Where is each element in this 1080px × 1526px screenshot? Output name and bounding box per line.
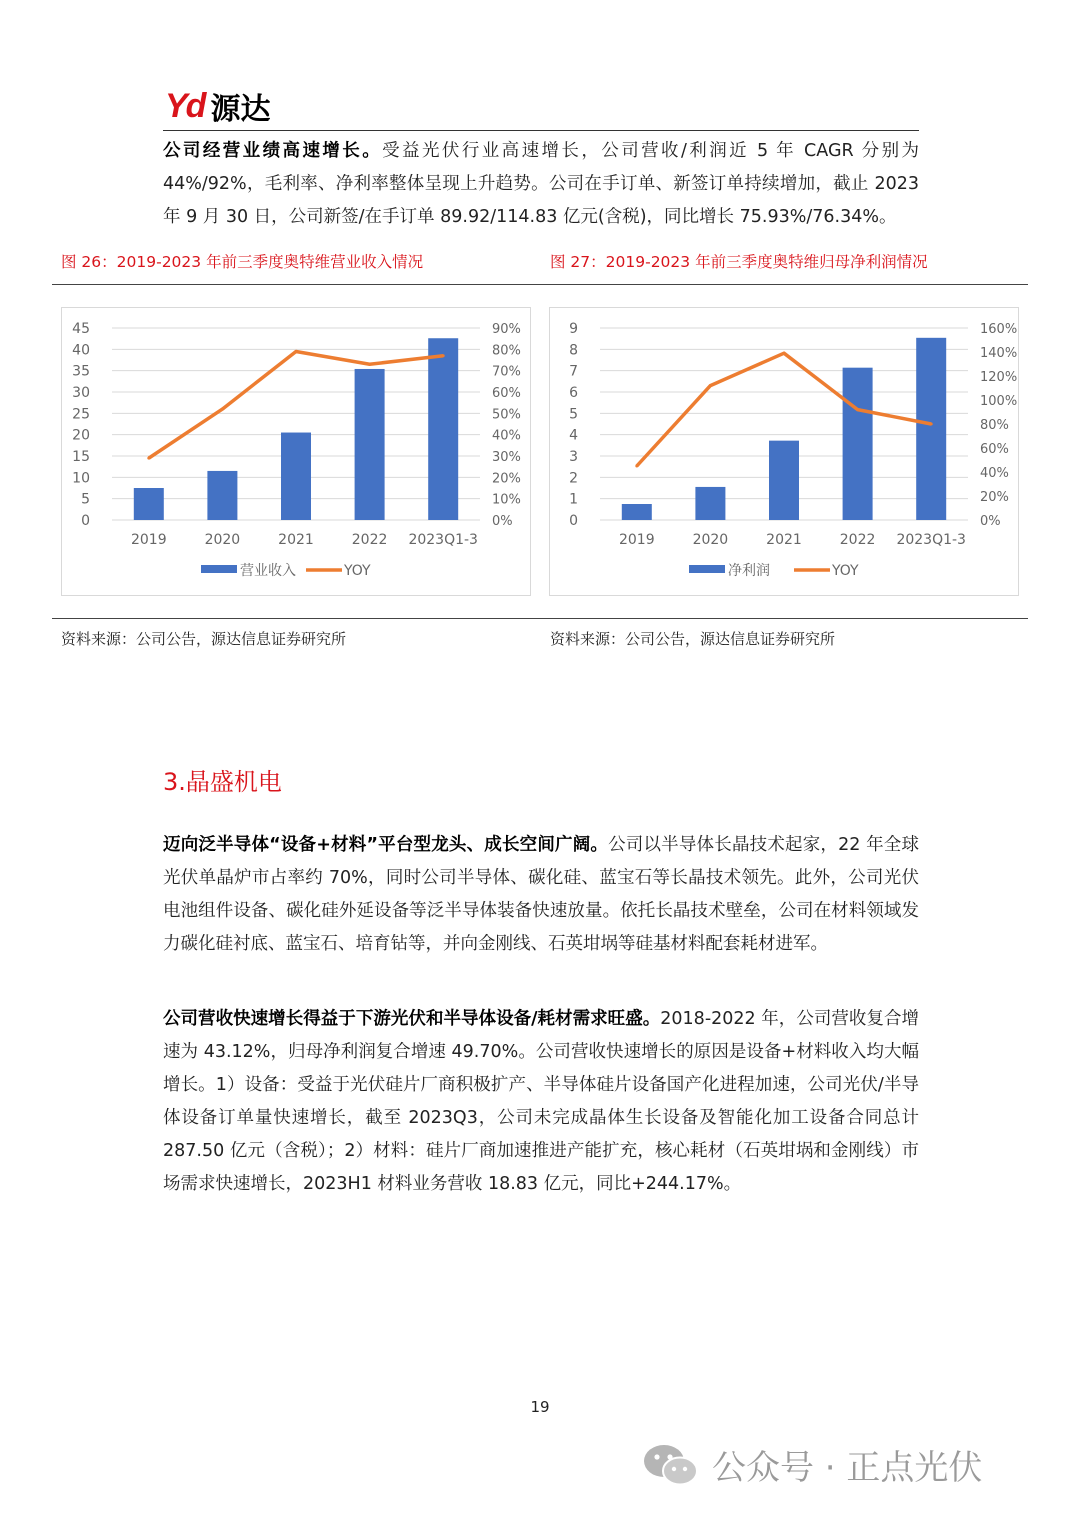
yoy-point [709,384,712,387]
legend-swatch-bar [689,565,725,573]
y2-tick-label: 0% [492,514,513,529]
x-tick-label: 2023Q1-3 [896,532,966,548]
y-tick-label: 3 [569,449,578,465]
wechat-icon [640,1442,700,1488]
y-tick-label: 8 [569,342,578,359]
y2-tick-label: 80% [492,343,521,359]
section-paragraph-2 [163,1003,919,1201]
revenue-chart-frame [61,307,531,596]
x-tick-label: 2019 [618,532,655,548]
y2-tick-label: 90% [492,322,521,337]
page-number: 19 [530,1398,550,1416]
bar [355,369,385,520]
section-p1-lead: 迈向泛半导体“设备+材料”平台型龙头、成长空间广阔。 [163,835,609,855]
watermark [640,1440,982,1489]
y-tick-label: 45 [72,321,90,337]
legend-label-line: YOY [344,563,371,579]
bar [428,338,458,520]
y2-tick-label: 70% [492,364,521,380]
bar [207,471,237,520]
yoy-point [295,350,298,353]
figure-27-title: 图 27：2019-2023 年前三季度奥特维归母净利润情况 [550,253,928,271]
yoy-point [221,408,224,411]
y2-tick-label: 20% [492,471,521,487]
x-tick-label: 2020 [692,532,729,548]
bar [843,368,873,520]
section-title: 3.晶盛机电 [163,768,282,796]
x-tick-label: 2020 [204,532,241,548]
bar [769,441,799,520]
legend-swatch-bar [201,565,237,573]
y2-tick-label: 10% [492,492,521,508]
y2-tick-label: 60% [492,386,521,401]
legend-label-bar: 营业收入 [240,563,296,579]
section-paragraph-1 [163,829,919,961]
bar [622,504,652,520]
y2-tick-label: 20% [980,490,1009,505]
yoy-point [930,423,933,426]
y-tick-label: 40 [72,342,90,359]
x-tick-label: 2021 [278,532,314,548]
watermark-text: 公众号 · 正点光伏 [712,1448,983,1488]
y-tick-label: 0 [569,513,578,529]
profit-chart-frame [549,307,1019,596]
y2-tick-label: 40% [492,428,521,444]
figure-26-source: 资料来源：公司公告，源达信息证券研究所 [61,630,347,648]
x-tick-label: 2022 [839,532,876,548]
intro-lead: 公司经营业绩高速增长。 [163,141,383,161]
y2-tick-label: 0% [980,514,1001,529]
bar [281,433,311,520]
y2-tick-label: 60% [980,442,1009,457]
x-tick-label: 2022 [351,532,388,548]
figure-26-title: 图 26：2019-2023 年前三季度奥特维营业收入情况 [61,253,424,271]
y2-tick-label: 50% [492,407,521,423]
yoy-point [368,363,371,366]
logo-name: 源达 [210,92,271,127]
section-p1-body: 公司以半导体长晶技术起家，22 年全球光伏单晶炉市占率约 70%，同时公司半导体、碳化硅、蓝宝石等长晶技术领先。此外，公司光伏电池组件设备、碳化硅外延设备等泛半导体装备快速放量。依托长晶技术壁垒，公司在材料领域发力碳化硅衬底、蓝宝石、培育钻等，并向金刚线、石英坩埚等硅基材料配套耗材进军。 [163,835,919,954]
yoy-point [442,354,445,357]
figure-27-source: 资料来源：公司公告，源达信息证券研究所 [550,630,836,648]
section-p2-lead: 公司营收快速增长得益于下游光伏和半导体设备/耗材需求旺盛。 [163,1009,661,1029]
bar [695,487,725,520]
yoy-point [783,352,786,355]
figure-bottom-rule [52,618,1028,619]
y2-tick-label: 80% [980,418,1009,433]
y-tick-label: 0 [81,513,90,529]
y-tick-label: 7 [569,363,578,380]
x-tick-label: 2023Q1-3 [408,532,478,548]
x-tick-label: 2019 [130,532,167,548]
y2-tick-label: 30% [492,450,521,465]
profit-chart [550,308,1018,595]
y-tick-label: 30 [72,385,90,401]
y2-tick-label: 140% [980,346,1018,361]
y2-tick-label: 120% [980,370,1018,385]
yoy-point [635,465,638,468]
bar [916,338,946,520]
figure-top-rule [52,284,1028,285]
y-tick-label: 2 [569,470,578,487]
x-tick-label: 2021 [766,532,802,548]
header-divider [163,130,919,131]
legend-label-line: YOY [832,563,859,579]
y-tick-label: 4 [569,427,578,444]
y-tick-label: 5 [81,491,90,508]
yoy-point [147,457,150,460]
intro-body: 受益光伏行业高速增长，公司营收/利润近 5 年 CAGR 分别为 44%/92%，毛利率、净利率整体呈现上升趋势。公司在手订单、新签订单持续增加，截止 2023 年 9 月 30 日，公司新签/在手订单 89.92/114.83 亿元(含税)，同比增长 75.93%/76.34%。 [163,141,919,227]
revenue-chart [62,308,530,595]
y-tick-label: 25 [72,406,90,423]
y-tick-label: 6 [569,385,578,401]
y-tick-label: 9 [569,321,578,337]
y-tick-label: 20 [72,427,90,444]
y-tick-label: 15 [72,449,90,465]
y-tick-label: 5 [569,406,578,423]
legend-label-bar: 净利润 [728,563,770,579]
logo-mark: Yd [165,86,205,125]
intro-paragraph [163,135,919,234]
y-tick-label: 1 [569,491,578,508]
brand-logo [165,84,270,128]
section-p2-body: 2018-2022 年，公司营收复合增速为 43.12%，归母净利润复合增速 49.70%。公司营收快速增长的原因是设备+材料收入均大幅增长。1）设备：受益于光伏硅片厂商积极扩产、半导体硅片设备国产化进程加速，公司光伏/半导体设备订单量快速增长，截至 2023Q3，公司未完成晶体生长设备及智能化加工设备合同总计 287.50 亿元（含税）；2）材料：硅片厂商加速推进产能扩充，核心耗材（石英坩埚和金刚线）市场需求快速增长，2023H1 材料业务营收 18.83 亿元，同比+244.17%。 [163,1009,920,1194]
bar [134,488,164,520]
y2-tick-label: 100% [980,394,1018,409]
y2-tick-label: 160% [980,322,1018,337]
y2-tick-label: 40% [980,466,1009,481]
yoy-point [856,408,859,411]
y-tick-label: 35 [72,363,90,380]
y-tick-label: 10 [72,470,90,487]
